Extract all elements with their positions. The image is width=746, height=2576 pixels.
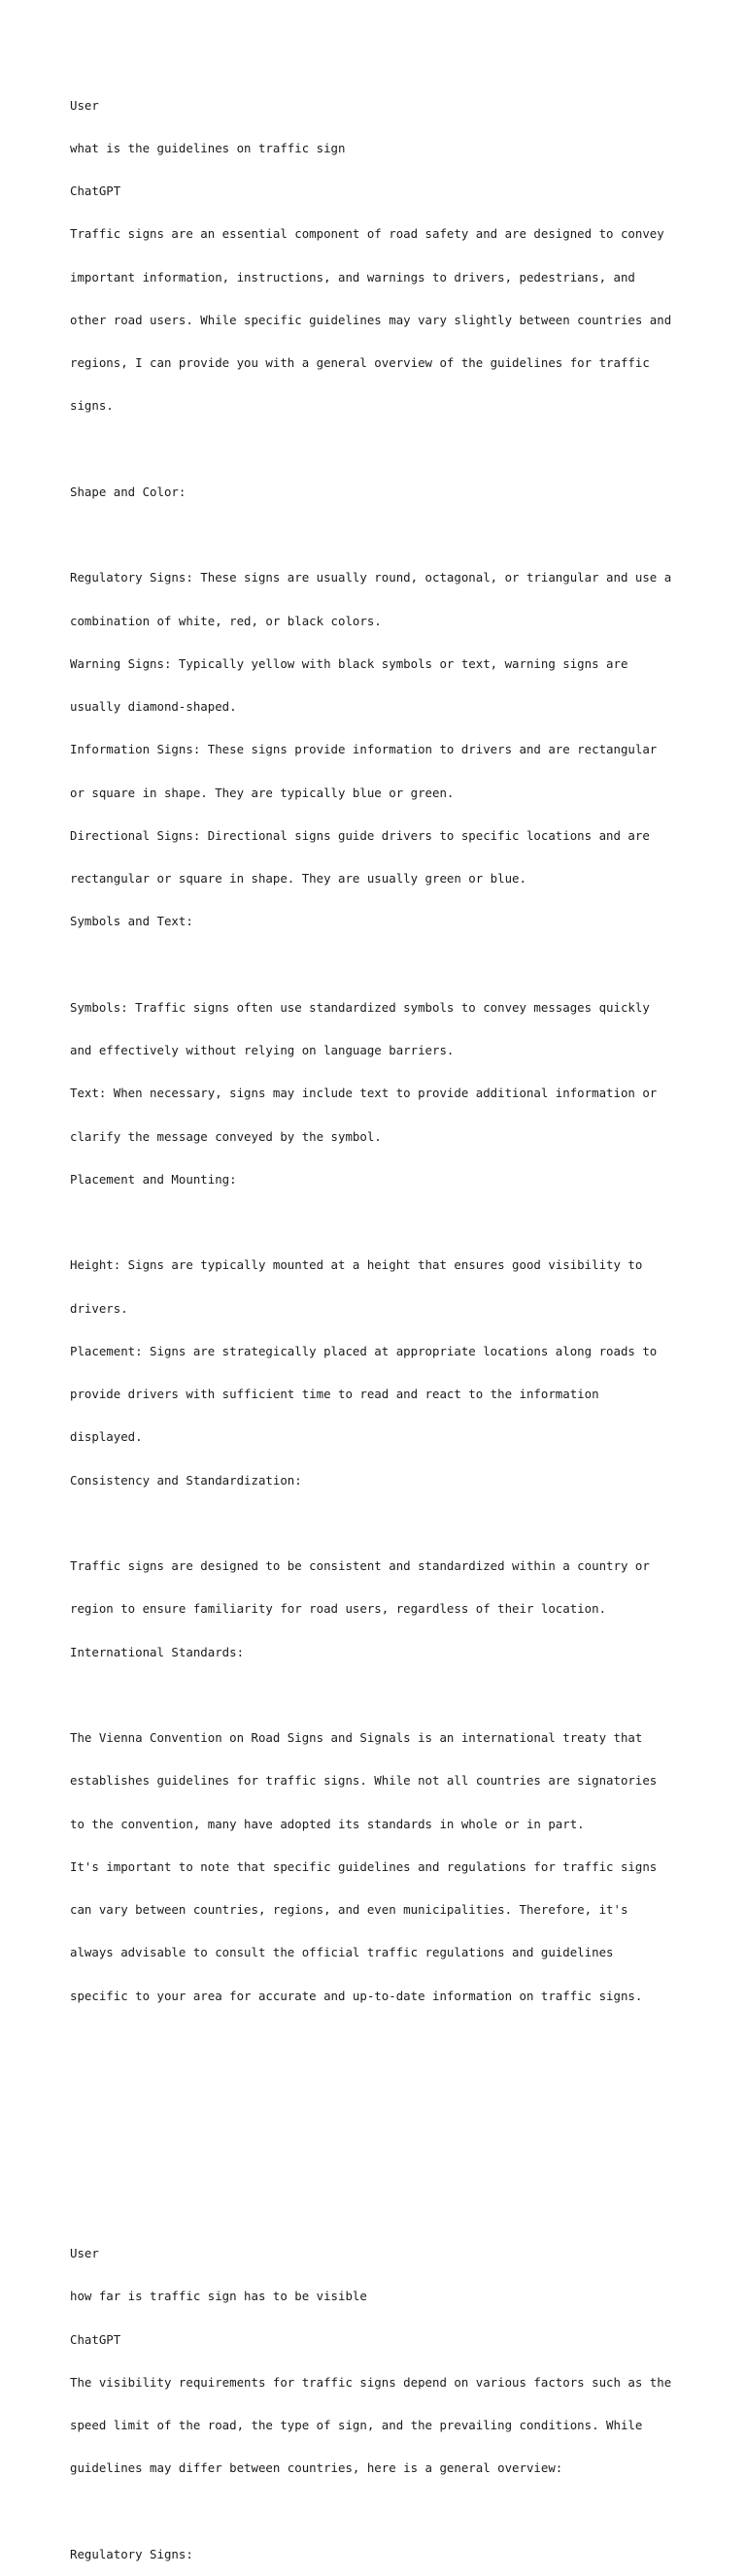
section-heading: Shape and Color: xyxy=(70,484,186,499)
text-line: Text: When necessary, signs may include text to provide additional information or xyxy=(70,1086,658,1101)
blank-line xyxy=(70,443,711,457)
text-line: Traffic signs are designed to be consistent and standardized within a country or xyxy=(70,1558,650,1573)
text-line: regions, I can provide you with a general overview of the guidelines for traffic xyxy=(70,355,650,370)
text-line: and effectively without relying on language barriers. xyxy=(70,1043,455,1057)
text-line: or square in shape. They are typically blue or green. xyxy=(70,785,455,800)
text-line: Height: Signs are typically mounted at a height that ensures good visibility to xyxy=(70,1257,643,1273)
blank-line xyxy=(70,958,711,973)
text-line: guidelines may differ between countries, here is a general overview: xyxy=(70,2460,563,2476)
text-line: signs. xyxy=(70,398,114,414)
user-question-2: how far is traffic sign has to be visible xyxy=(70,2289,367,2304)
text-line: usually diamond-shaped. xyxy=(70,699,237,714)
text-line: The visibility requirements for traffic signs depend on various factors such as the xyxy=(70,2374,672,2390)
section-heading: International Standards: xyxy=(70,1644,245,1659)
blank-line xyxy=(70,528,711,543)
text-line: displayed. xyxy=(70,1429,143,1445)
document-page xyxy=(70,70,711,2576)
blank-line xyxy=(70,1689,711,1703)
text-line: rectangular or square in shape. They are usually green or blue. xyxy=(70,871,526,886)
text-line: other road users. While specific guidelines may vary slightly between countries and xyxy=(70,312,672,327)
text-line: Traffic signs are an essential component of road safety and are designed to convey xyxy=(70,226,664,242)
text-line: drivers. xyxy=(70,1300,128,1316)
text-line: region to ensure familiarity for road users, regardless of their location. xyxy=(70,1601,607,1617)
text-line: Symbols: Traffic signs often use standardized symbols to convey messages quickly xyxy=(70,999,650,1015)
text-line: Information Signs: These signs provide information to drivers and are rectangular xyxy=(70,742,658,757)
user-question-1: what is the guidelines on traffic sign xyxy=(70,140,346,155)
blank-line xyxy=(70,2075,711,2090)
text-line: establishes guidelines for traffic signs. While not all countries are signatories xyxy=(70,1773,658,1789)
text-line: provide drivers with sufficient time to read and react to the information xyxy=(70,1387,599,1401)
text-line: Regulatory Signs: These signs are usually round, octagonal, or triangular and use a xyxy=(70,570,672,585)
text-line: clarify the message conveyed by the symbol. xyxy=(70,1128,382,1144)
section-heading: Consistency and Standardization: xyxy=(70,1472,302,1488)
text-line: The Vienna Convention on Road Signs and Signals is an international treaty that xyxy=(70,1730,643,1745)
speaker-label-chatgpt: ChatGPT xyxy=(70,2331,121,2347)
blank-line xyxy=(70,2118,711,2132)
blank-line xyxy=(70,1517,711,1531)
text-line: to the convention, many have adopted its standards in whole or in part. xyxy=(70,1816,585,1831)
blank-line xyxy=(70,2204,711,2219)
blank-line xyxy=(70,2161,711,2176)
blank-line xyxy=(70,1216,711,1230)
text-line: always advisable to consult the official traffic regulations and guidelines xyxy=(70,1945,614,1960)
text-line: speed limit of the road, the type of sign, and the prevailing conditions. While xyxy=(70,2418,643,2432)
section-heading: Placement and Mounting: xyxy=(70,1171,237,1187)
blank-line xyxy=(70,2032,711,2047)
speaker-label-chatgpt: ChatGPT xyxy=(70,184,121,198)
text-line: specific to your area for accurate and up-to-date information on traffic signs. xyxy=(70,1988,643,2003)
text-line: Warning Signs: Typically yellow with black symbols or text, warning signs are xyxy=(70,655,628,671)
text-line: combination of white, red, or black colors. xyxy=(70,613,382,628)
text-line: can vary between countries, regions, and even municipalities. Therefore, it's xyxy=(70,1902,628,1917)
section-heading: Regulatory Signs: xyxy=(70,2546,193,2561)
speaker-label-user: User xyxy=(70,2246,99,2260)
section-heading: Symbols and Text: xyxy=(70,914,193,929)
text-line: It's important to note that specific guidelines and regulations for traffic signs xyxy=(70,1858,658,1874)
blank-line xyxy=(70,2505,711,2520)
speaker-label-user: User xyxy=(70,97,99,113)
text-line: Placement: Signs are strategically placed at appropriate locations along roads to xyxy=(70,1343,658,1358)
text-line: Directional Signs: Directional signs guide drivers to specific locations and are xyxy=(70,827,650,843)
text-line: important information, instructions, and warnings to drivers, pedestrians, and xyxy=(70,269,635,284)
